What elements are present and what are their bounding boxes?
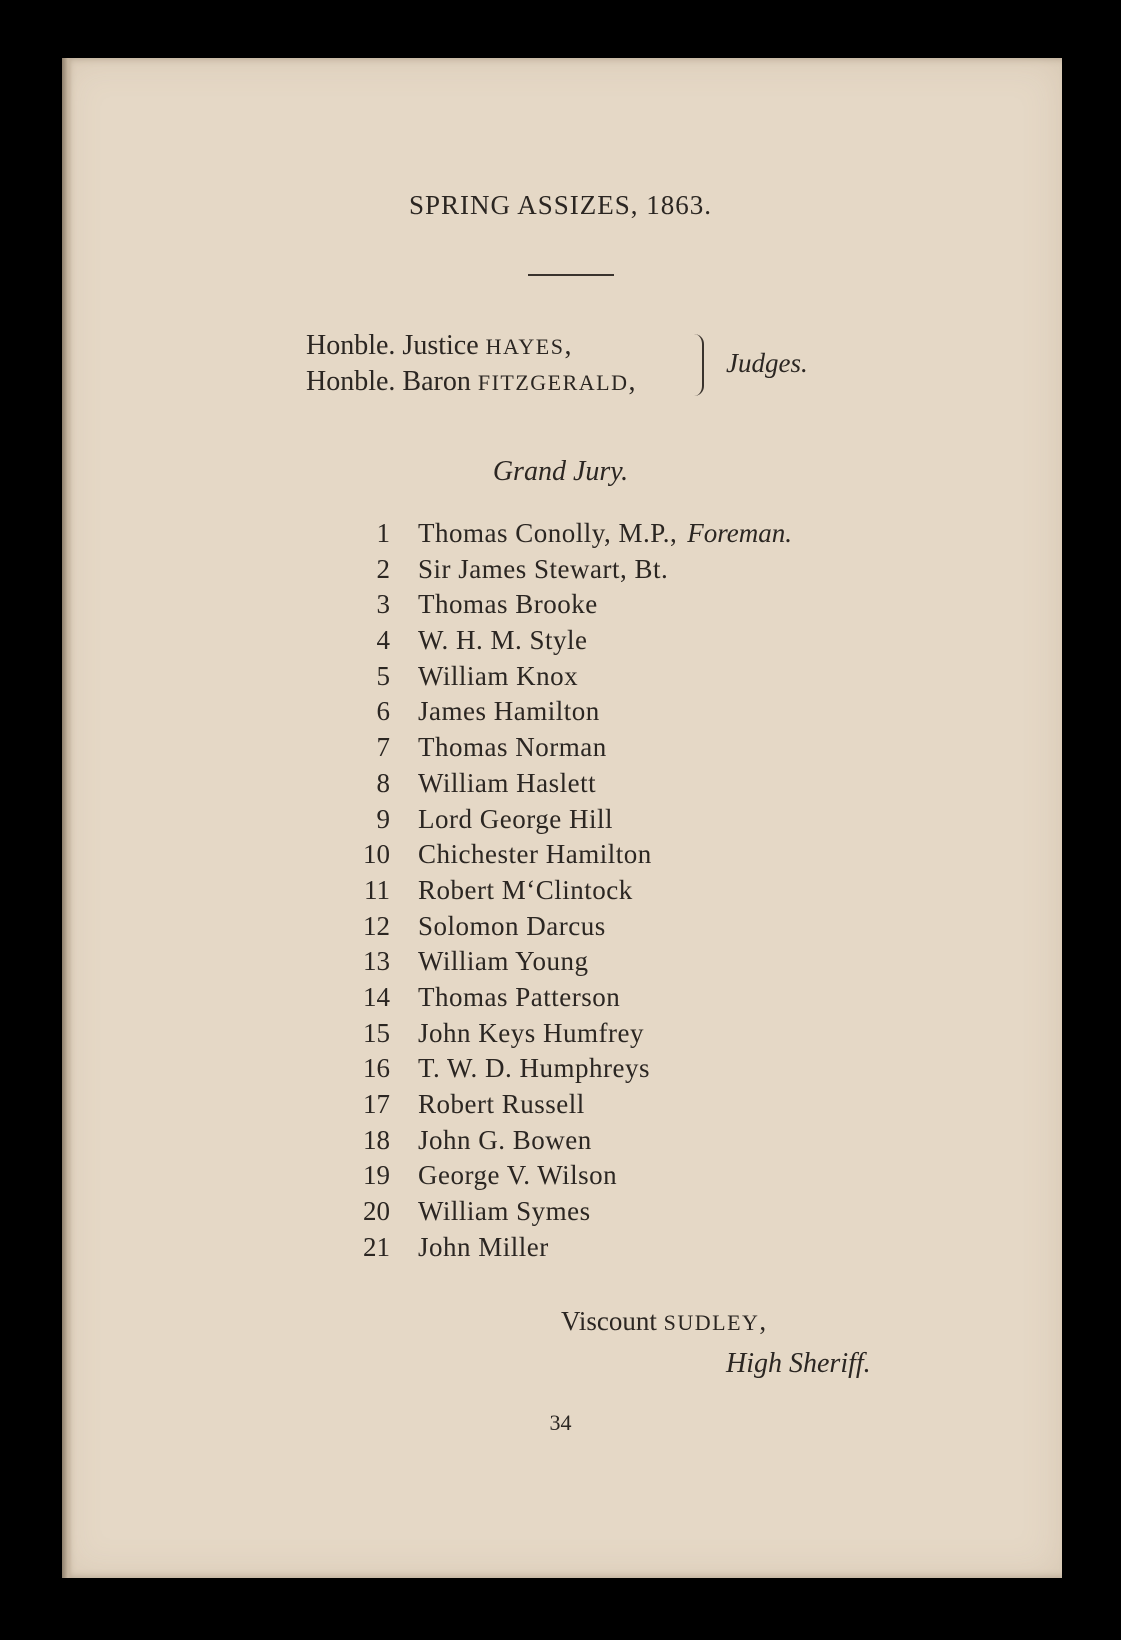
juror-number: 2 <box>376 553 390 584</box>
juror-number: 14 <box>363 981 390 1012</box>
judge-2-suffix: , <box>628 366 636 397</box>
list-item <box>340 1158 792 1194</box>
list-item <box>340 659 792 695</box>
juror-number: 17 <box>363 1089 390 1119</box>
juror-number: 19 <box>363 1160 390 1191</box>
juror-name: Thomas Brooke <box>418 589 598 620</box>
juror-name: John Keys Humfrey <box>418 1017 644 1048</box>
sheriff-suffix: , <box>759 1306 767 1336</box>
list-item <box>340 1230 792 1266</box>
juror-name: George V. Wilson <box>418 1160 618 1191</box>
judge-line-2 <box>306 366 636 398</box>
judge-1-prefix: Honble. Justice <box>306 330 486 361</box>
juror-name: Robert M‘Clintock <box>418 874 633 905</box>
judges-label: Judges. <box>726 348 808 378</box>
list-item <box>340 802 792 838</box>
judges-brace <box>692 334 704 396</box>
juror-number: 7 <box>376 732 390 763</box>
juror-name: Sir James Stewart, Bt. <box>418 553 669 584</box>
juror-number: 3 <box>376 589 390 620</box>
list-item <box>340 516 792 552</box>
judge-1-suffix: , <box>564 330 572 361</box>
juror-number: 21 <box>363 1231 390 1262</box>
grand-jury-list <box>340 516 792 1265</box>
list-item <box>340 980 792 1016</box>
page-number: 34 <box>549 1410 572 1435</box>
juror-name: Chichester Hamilton <box>418 839 652 870</box>
title-rule <box>528 274 614 276</box>
list-item <box>340 1123 792 1159</box>
juror-number: 11 <box>364 874 390 905</box>
list-item <box>340 623 792 659</box>
juror-name: William Haslett <box>418 767 597 798</box>
list-item <box>340 587 792 623</box>
juror-number: 4 <box>376 625 390 656</box>
list-item <box>340 944 792 980</box>
judge-1-name: HAYES <box>485 334 565 359</box>
juror-number: 5 <box>376 660 390 691</box>
juror-name: Solomon Darcus <box>418 910 606 941</box>
list-item <box>340 909 792 945</box>
list-item <box>340 873 792 909</box>
juror-name: Lord George Hill <box>418 803 613 834</box>
juror-name: William Knox <box>418 660 579 691</box>
list-item <box>340 730 792 766</box>
sheriff-name: SUDLEY <box>663 1310 760 1335</box>
juror-number: 15 <box>363 1017 390 1048</box>
judge-line-1 <box>306 330 571 362</box>
juror-number: 20 <box>363 1196 390 1227</box>
list-item <box>340 1087 792 1123</box>
juror-number: 18 <box>363 1124 390 1155</box>
sheriff-title: High Sheriff. <box>726 1348 871 1379</box>
juror-number: 13 <box>363 946 390 977</box>
juror-name: Thomas Patterson <box>418 981 621 1012</box>
juror-number: 1 <box>376 518 390 548</box>
list-item <box>340 1194 792 1230</box>
juror-number: 8 <box>376 767 390 798</box>
juror-number: 6 <box>376 696 390 727</box>
sheriff-name-line <box>561 1306 766 1337</box>
list-item <box>340 766 792 802</box>
juror-number: 10 <box>363 839 390 870</box>
list-item <box>340 694 792 730</box>
list-item <box>340 552 792 588</box>
juror-name: W. H. M. Style <box>418 625 588 656</box>
juror-number: 16 <box>363 1053 390 1084</box>
list-item <box>340 837 792 873</box>
sheriff-prefix: Viscount <box>561 1306 664 1336</box>
juror-name: William Young <box>418 946 589 977</box>
juror-name: John Miller <box>418 1231 549 1262</box>
list-item <box>340 1016 792 1052</box>
juror-name: William Symes <box>418 1196 591 1227</box>
juror-name: Robert Russell <box>418 1089 585 1119</box>
list-item <box>340 1051 792 1087</box>
juror-name: James Hamilton <box>418 696 600 727</box>
judge-2-name: FITZGERALD <box>477 370 629 395</box>
page-binding-edge <box>62 58 72 1578</box>
juror-name: John G. Bowen <box>418 1124 592 1155</box>
judge-2-prefix: Honble. Baron <box>306 366 478 397</box>
juror-name: T. W. D. Humphreys <box>418 1053 650 1084</box>
grand-jury-heading: Grand Jury. <box>492 456 629 487</box>
juror-role: Foreman. <box>687 518 793 548</box>
juror-name: Thomas Norman <box>418 732 607 763</box>
page-title: SPRING ASSIZES, 1863. <box>408 190 713 220</box>
juror-number: 9 <box>376 803 390 834</box>
juror-number: 12 <box>363 910 390 941</box>
juror-name: Thomas Conolly, M.P., <box>418 518 678 548</box>
